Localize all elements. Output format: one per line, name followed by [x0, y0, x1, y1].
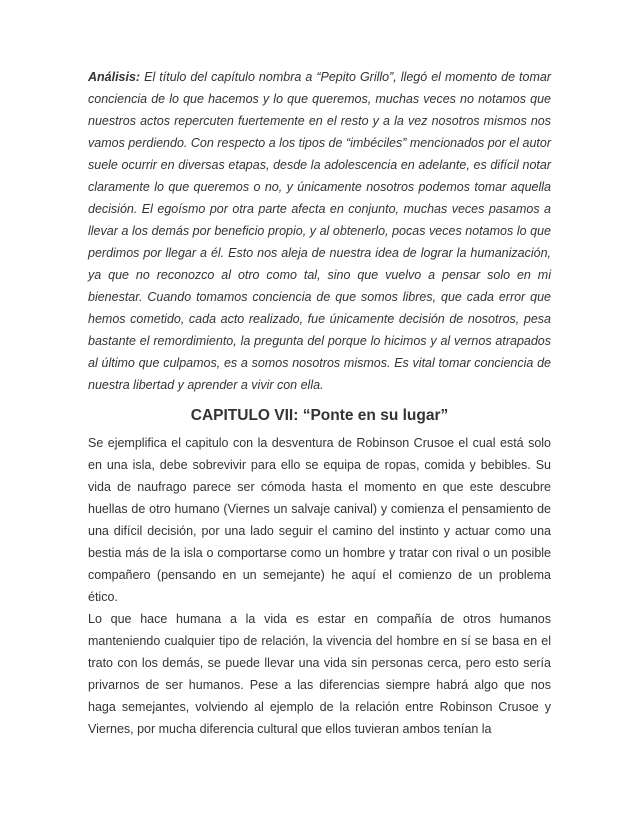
analysis-paragraph — [88, 66, 551, 396]
analysis-lead: Análisis: — [88, 70, 141, 84]
chapter-heading: CAPITULO VII: “Ponte en su lugar” — [190, 407, 449, 424]
document-page — [88, 66, 551, 740]
chapter-paragraph-2: Lo que hace humana a la vida es estar en compañía de otros humanos manteniendo cualquier tipo de relación, la vivencia del hombre en sí se basa en el trato con los demás, se puede llevar una vida sin personas cerca, pero esto sería privarnos de ser humanos. Pese a las diferencias siempre habrá algo que nos haga semejantes, volviendo al ejemplo de la relación entre Robinson Crusoe y Viernes, por mucha diferencia cultural que ellos tuvieran ambos tenían la — [88, 612, 551, 736]
chapter-paragraph-1: Se ejemplifica el capitulo con la desventura de Robinson Crusoe el cual está solo en una isla, debe sobrevivir para ello se equipa de ropas, comida y bebibles. Su vida de naufrago parece ser cómoda hasta el momento en que este descubre huellas de otro humano (Viernes un salvaje canival) y comienza el pensamiento de una difícil decisión, por una lado seguir el camino del instinto y actuar como una bestia más de la isla o comportarse como un hombre y tratar con rival o un posible compañero (pensando en un semejante) he aquí el comienzo de un problema ético. — [88, 436, 551, 604]
analysis-text: El título del capítulo nombra a “Pepito Grillo”, llegó el momento de tomar conciencia de lo que hacemos y lo que queremos, muchas veces no notamos que nuestros actos repercuten fuertemente en el resto y a la vez nosotros mismos nos vamos perdiendo. Con respecto a los tipos de “imbéciles” mencionados por el autor suele ocurrir en diversas etapas, desde la adolescencia en adelante, es difícil notar claramente lo que queremos o no, y únicamente nosotros podemos tomar aquella decisión. El egoísmo por otra parte afecta en conjunto, muchas veces pasamos a llevar a los demás por beneficio propio, y al obtenerlo, pocas veces notamos lo que perdimos por llegar a él. Esto nos aleja de nuestra idea de lograr la humanización, ya que no reconozco al otro como tal, sino que vuelvo a pensar solo en mi bienestar. Cuando tomamos conciencia de que somos libres, que cada error que hemos cometido, cada acto realizado, fue únicamente decisión de nosotros, pesa bastante el remordimiento, la pregunta del porque lo hicimos y al vernos atrapados al último que culpamos, es a somos nosotros mismos. Es vital tomar conciencia de nuestra libertad y aprender a vivir con ella. — [88, 70, 551, 392]
